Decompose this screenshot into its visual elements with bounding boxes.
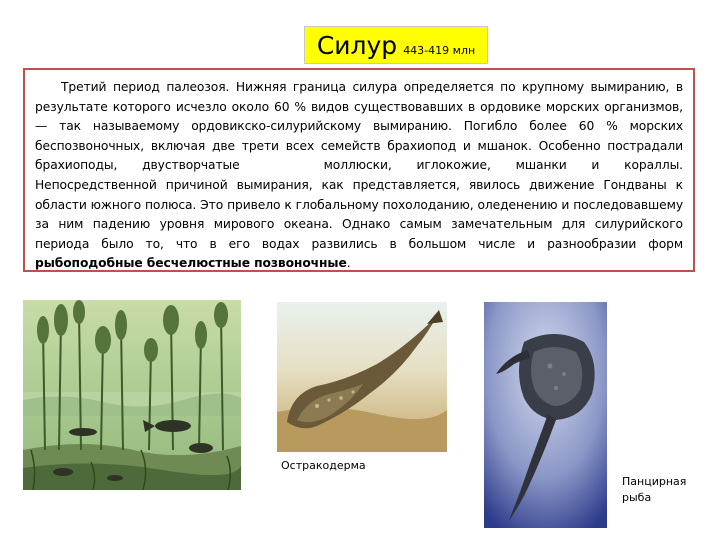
slide-subtitle-years: 443-419 млн [403, 44, 476, 57]
silurian-seascape-image [23, 300, 241, 490]
description-text-part2: моллюски, иглокожие, мшанки и кораллы. Непосредственной причиной вымирания, как представляется, явилось движение Гондваны к области южного полюса. Это привело к глобальному похолоданию, оледенению и последовавшему за ним падению уровня мирового океана. Однако самым замечательным для силурийского периода было то, что в его водах развились в большом числе и разнообразии форм [35, 158, 683, 251]
armored-fish-caption: Панцирная рыба [622, 475, 687, 504]
armored-fish-image [484, 302, 607, 528]
title-box [304, 26, 488, 64]
ostracoderm-caption: Остракодерма [281, 459, 366, 472]
description-paragraph [35, 78, 683, 274]
description-box [23, 68, 695, 272]
description-end: . [346, 256, 351, 271]
description-text-part1: Третий период палеозоя. Нижняя граница силура определяется по крупному вымиранию, в результате которого исчезло около 60 % видов существовавших в ордовике морских организмов, — так называемому ордовикско-силурийскому вымиранию. Погибло более 60 % морских беспозвоночных, включая две трети всех семейств брахиопод и мшанок. Особенно пострадали брахиоподы, двустворчатые [35, 80, 683, 173]
description-bold-term: рыбоподобные бесчелюстные позвоночные [35, 256, 347, 271]
slide-title: Силур [316, 31, 398, 60]
ostracoderm-image [277, 302, 447, 452]
